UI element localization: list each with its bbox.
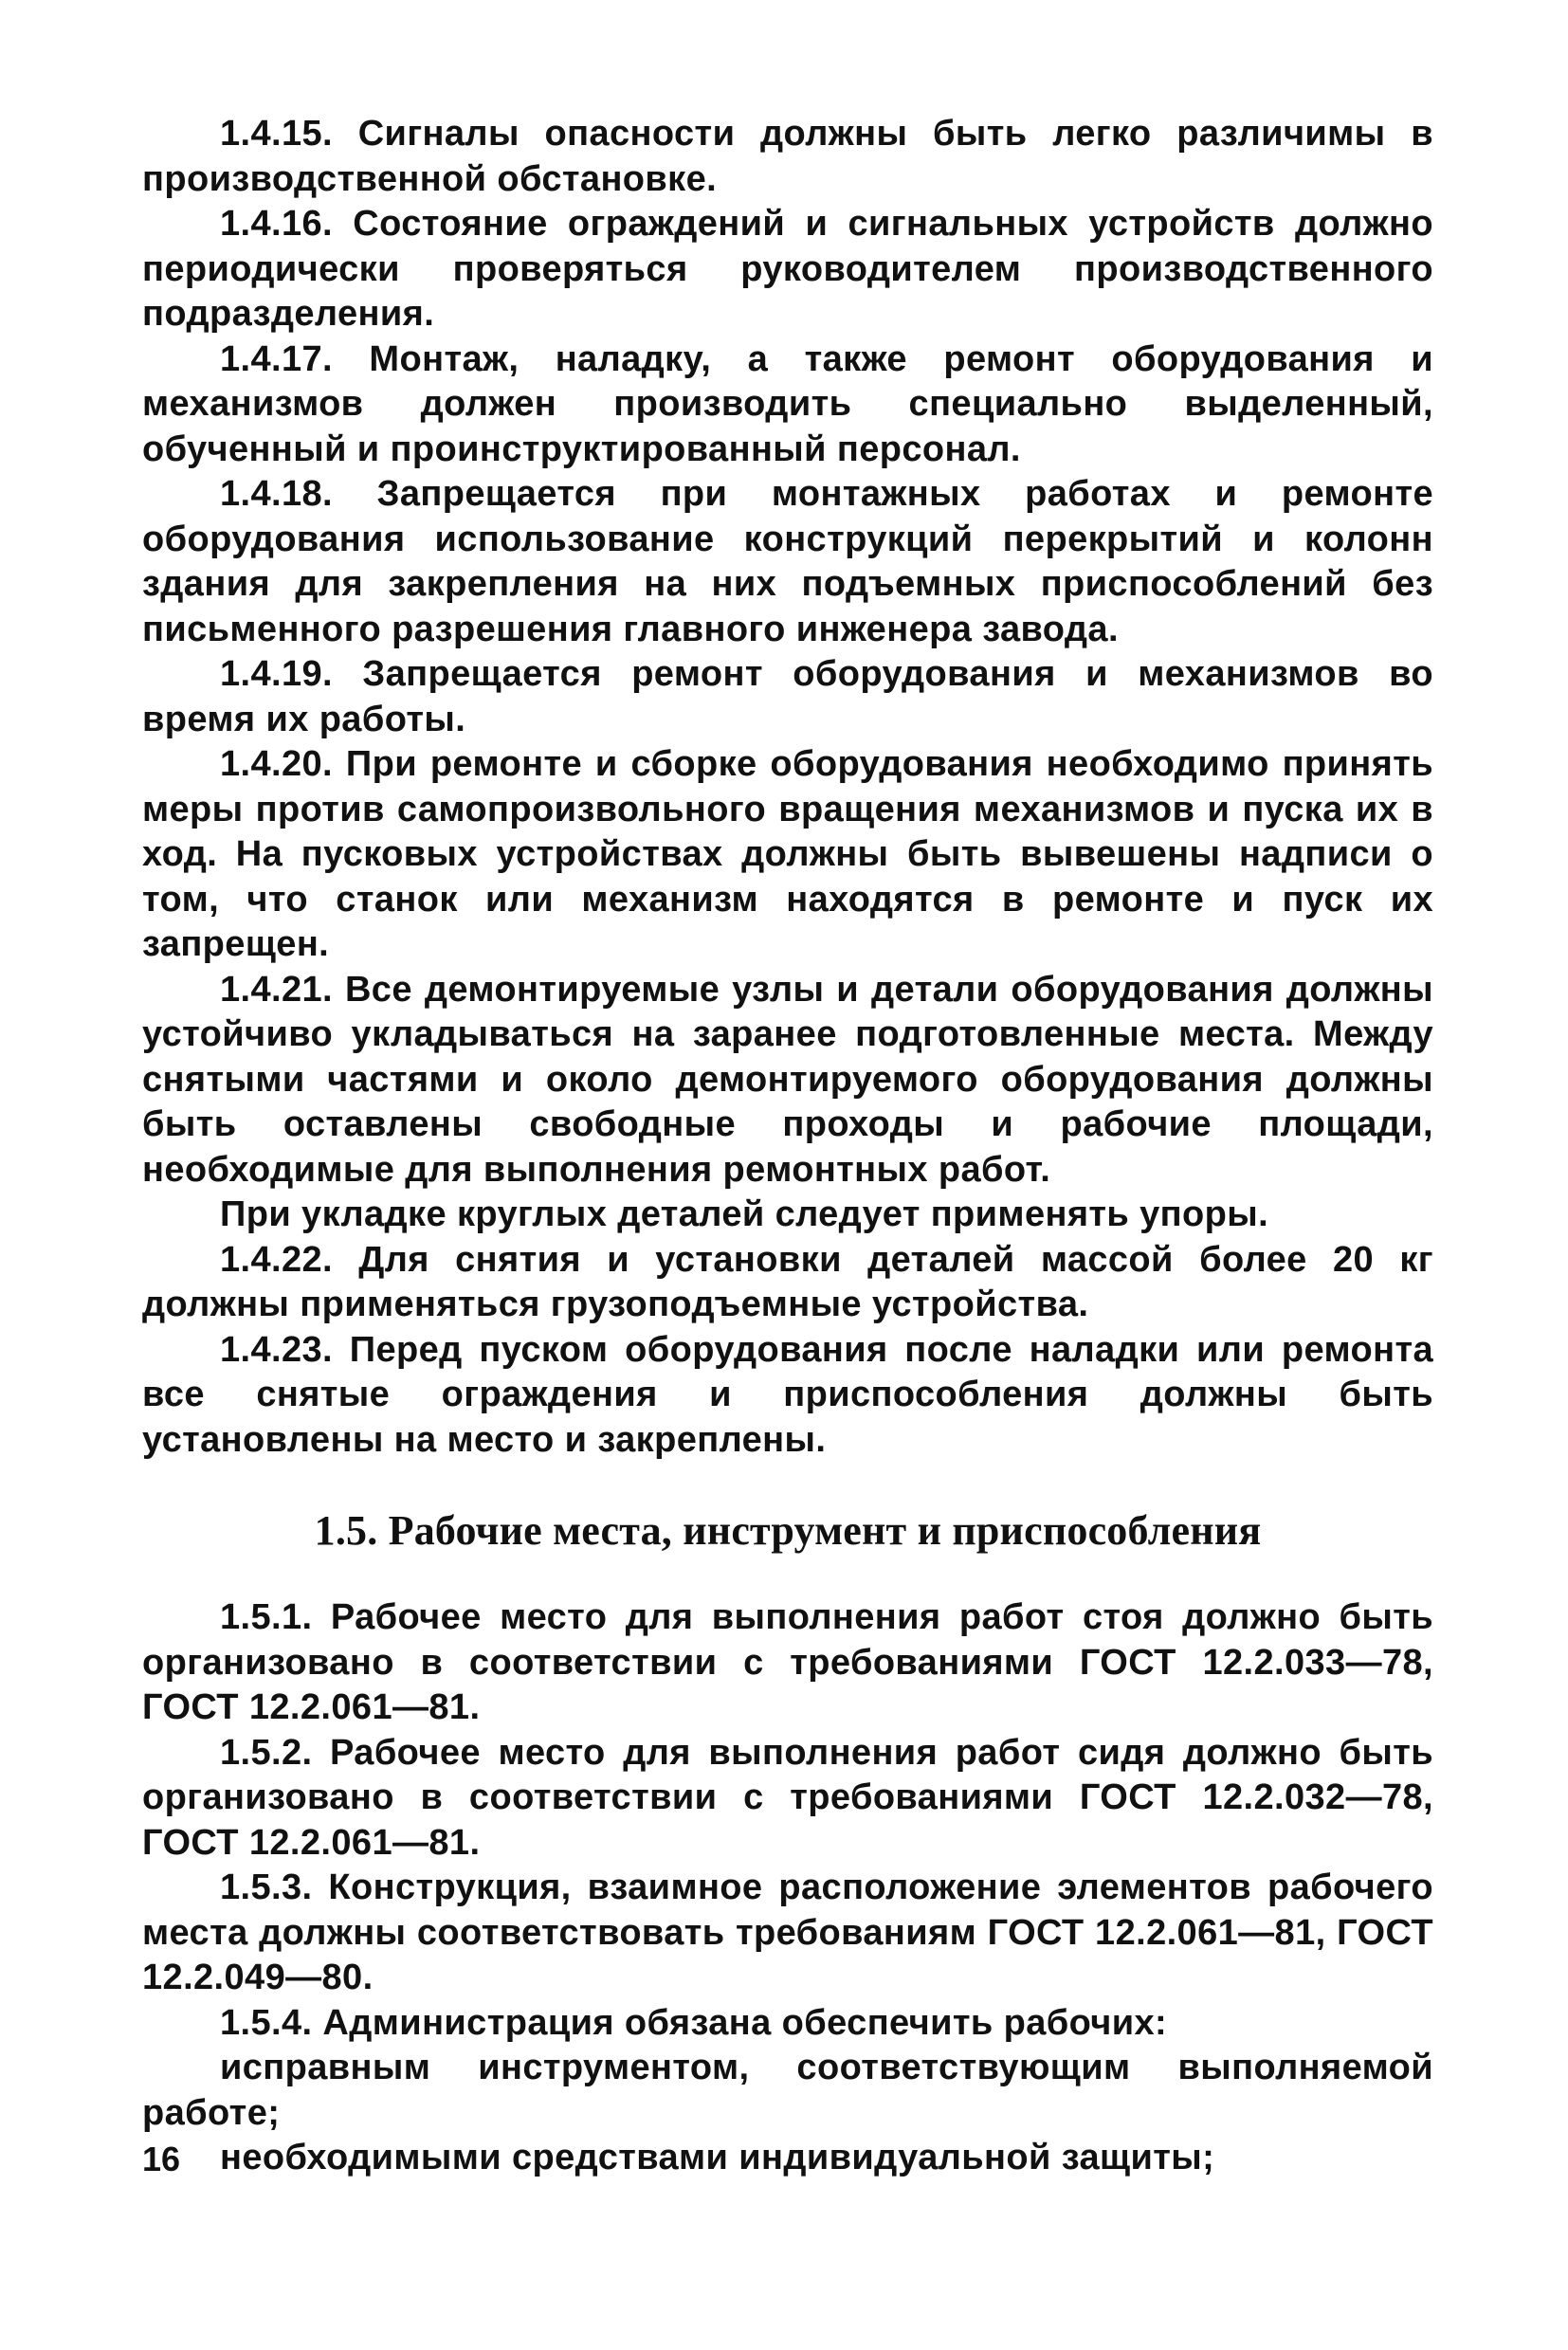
paragraph-1-4-17: 1.4.17. Монтаж, наладку, а также ремонт оборудования и механизмов должен производить специально выделенный, обученный и проинструктированный персонал. xyxy=(142,338,1433,469)
paragraph-1-4-22: 1.4.22. Для снятия и установки деталей массой более 20 кг должны применяться грузоподъемные устройства. xyxy=(142,1239,1433,1324)
paragraph-round-parts: При укладке круглых деталей следует применять упоры. xyxy=(220,1194,1269,1234)
paragraph-1-4-16: 1.4.16. Состояние ограждений и сигнальных устройств должно периодически проверяться руководителем производственного подразделения. xyxy=(142,204,1433,334)
paragraph-1-5-4: 1.5.4. Администрация обязана обеспечить рабочих: xyxy=(220,2002,1168,2043)
paragraph-1-4-23: 1.4.23. Перед пуском оборудования после наладки или ремонта все снятые ограждения и приспособления должны быть установлены на место и закреплены. xyxy=(142,1329,1433,1460)
paragraph-1-4-21: 1.4.21. Все демонтируемые узлы и детали оборудования должны устойчиво укладываться на заранее подготовленные места. Между снятыми частями и около демонтируемого оборудования должны быть оставлены свободные проходы и рабочие площади, необходимые для выполнения ремонтных работ. xyxy=(142,969,1433,1190)
paragraph-1-5-2: 1.5.2. Рабочее место для выполнения работ сидя должно быть организовано в соответствии с требованиями ГОСТ 12.2.032—78, ГОСТ 12.2.061—81. xyxy=(142,1732,1433,1863)
paragraph-1-4-15: 1.4.15. Сигналы опасности должны быть легко различимы в производственной обстановке. xyxy=(142,114,1433,199)
paragraph-1-5-1: 1.5.1. Рабочее место для выполнения работ стоя должно быть организовано в соответствии с требованиями ГОСТ 12.2.033—78, ГОСТ 12.2.061—81. xyxy=(142,1597,1433,1727)
list-item-protection: необходимыми средствами индивидуальной защиты; xyxy=(220,2138,1215,2177)
list-item-tools: исправным инструментом, соответствующим выполняемой работе; xyxy=(142,2048,1433,2133)
paragraph-1-5-3: 1.5.3. Конструкция, взаимное расположение элементов рабочего места должны соответствовать требованиям ГОСТ 12.2.061—81, ГОСТ 12.2.049—80. xyxy=(142,1867,1433,1997)
paragraph-1-4-19: 1.4.19. Запрещается ремонт оборудования и механизмов во время их работы. xyxy=(142,654,1433,739)
document-page xyxy=(142,112,1433,2181)
paragraph-1-4-20: 1.4.20. При ремонте и сборке оборудования необходимо принять меры против самопроизвольного вращения механизмов и пуска их в ход. На пусковых устройствах должны быть вывешены надписи о том, что станок или механизм находятся в ремонте и пуск их запрещен. xyxy=(142,744,1433,964)
paragraph-1-4-18: 1.4.18. Запрещается при монтажных работах и ремонте оборудования использование конструкций перекрытий и колонн здания для закрепления на них подъемных приспособлений без письменного разрешения главного инженера завода. xyxy=(142,474,1433,649)
page-number: 16 xyxy=(142,2140,181,2178)
section-heading-1-5: 1.5. Рабочие места, инструмент и приспособления xyxy=(314,1507,1262,1554)
